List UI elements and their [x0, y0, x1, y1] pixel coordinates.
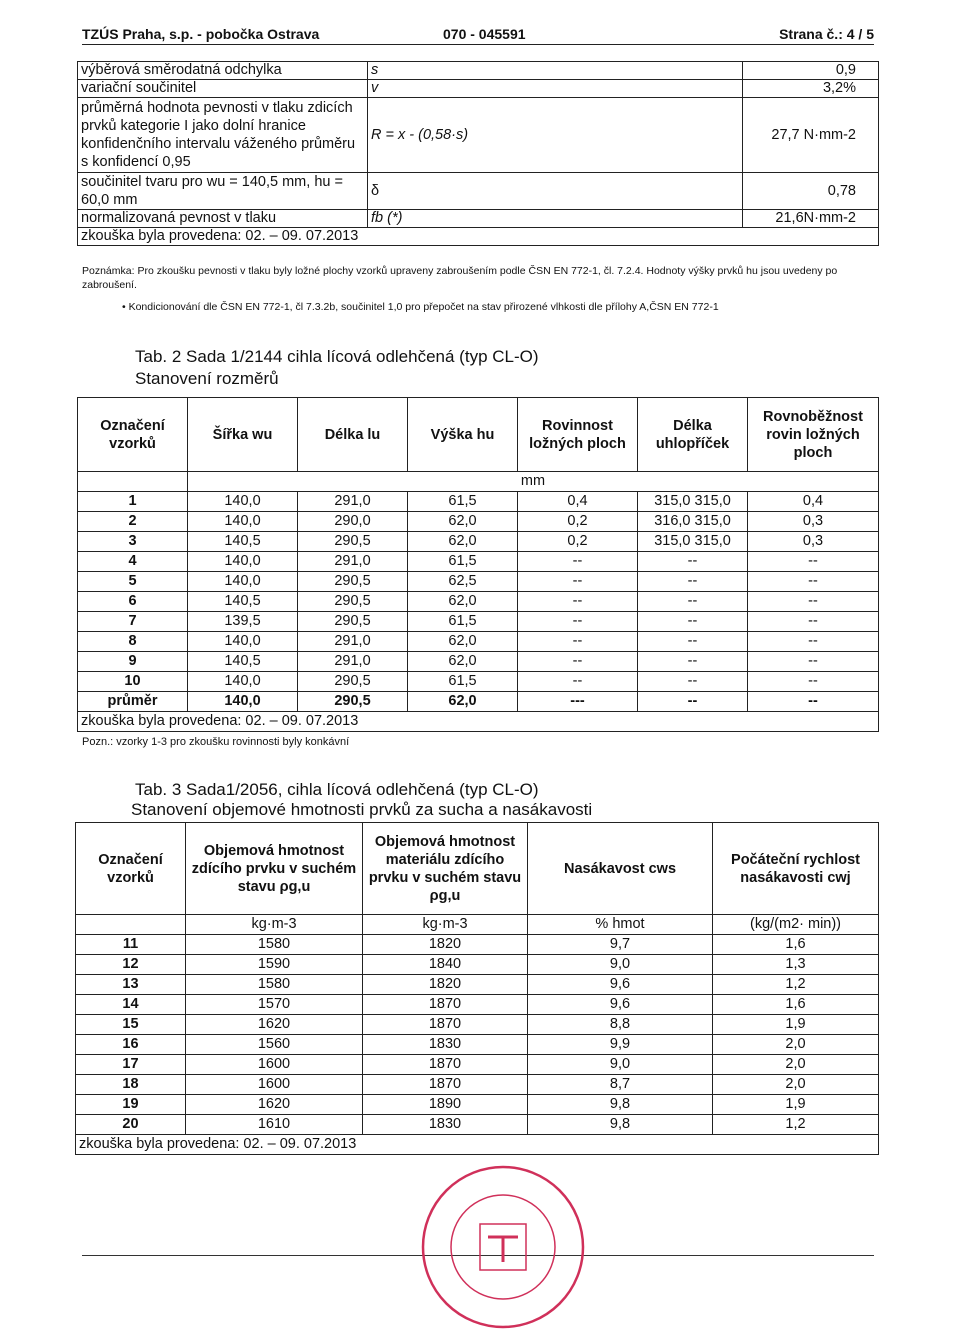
value-cell: 61,5: [408, 672, 518, 692]
value-cell: 1580: [186, 975, 363, 995]
table-footer-row: [78, 228, 879, 246]
table-row: [78, 572, 879, 592]
value-cell: 291,0: [298, 492, 408, 512]
value-cell: 1620: [186, 1095, 363, 1115]
value-cell: 140,0: [188, 552, 298, 572]
value-cell: 290,5: [298, 672, 408, 692]
value-cell: 315,0 315,0: [638, 532, 748, 552]
sample-id-cell: 16: [76, 1035, 186, 1055]
value-cell: 9,0: [528, 1055, 713, 1075]
value-cell: 1590: [186, 955, 363, 975]
table-row: [78, 492, 879, 512]
value-cell: 9,6: [528, 975, 713, 995]
table-header-row: [76, 823, 879, 915]
row-symbol: R = x - (0,58·s): [368, 98, 743, 173]
col-header: Objemová hmotnost materiálu zdícího prvku v suchém stavu ρg,u: [363, 823, 528, 915]
value-cell: 62,0: [408, 512, 518, 532]
row-label: součinitel tvaru pro wu = 140,5 mm, hu = 60,0 mm: [78, 173, 368, 210]
note-conditioning: • Kondicionování dle ČSN EN 772-1, čl 7.3.2b, součinitel 1,0 pro přepočet na stav přirozené vlhkosti dle přílohy A,ČSN EN 772-1: [122, 301, 719, 313]
table-header-row: [78, 398, 879, 472]
sample-id-cell: 6: [78, 592, 188, 612]
sample-id-cell: 1: [78, 492, 188, 512]
value-cell: --: [638, 672, 748, 692]
value-cell: 2,0: [713, 1055, 879, 1075]
value-cell: 1870: [363, 1075, 528, 1095]
row-symbol: v: [368, 80, 743, 98]
unit-label: kg·m-3: [186, 915, 363, 935]
value-cell: 1610: [186, 1115, 363, 1135]
value-cell: --: [638, 612, 748, 632]
table-row: [76, 935, 879, 955]
value-cell: --: [638, 592, 748, 612]
test-date: zkouška byla provedena: 02. – 09. 07.2013: [78, 228, 879, 246]
sample-id-cell: 15: [76, 1015, 186, 1035]
table-row: [78, 532, 879, 552]
value-cell: 8,8: [528, 1015, 713, 1035]
row-label: variační součinitel: [78, 80, 368, 98]
value-cell: --: [638, 632, 748, 652]
value-cell: 0,2: [518, 532, 638, 552]
unit-row: [78, 472, 879, 492]
value-cell: --: [518, 612, 638, 632]
sample-id-cell: průměr: [78, 692, 188, 712]
dimensions-table: [77, 397, 879, 732]
value-cell: 1840: [363, 955, 528, 975]
value-cell: 140,0: [188, 632, 298, 652]
value-cell: 8,7: [528, 1075, 713, 1095]
laboratory-stamp: [418, 1162, 588, 1332]
value-cell: 140,0: [188, 672, 298, 692]
value-cell: 140,0: [188, 572, 298, 592]
value-cell: 290,5: [298, 592, 408, 612]
value-cell: 140,5: [188, 532, 298, 552]
header-protocol-number: 070 - 045591: [443, 26, 526, 42]
table-row: [78, 592, 879, 612]
sample-id-cell: 11: [76, 935, 186, 955]
value-cell: 290,0: [298, 512, 408, 532]
table-row: [78, 552, 879, 572]
value-cell: 290,5: [298, 692, 408, 712]
table-row: [78, 612, 879, 632]
unit-label: % hmot: [528, 915, 713, 935]
value-cell: 61,5: [408, 552, 518, 572]
table-row: [78, 512, 879, 532]
value-cell: --: [748, 672, 879, 692]
table-row: [78, 632, 879, 652]
tab2-note: Pozn.: vzorky 1-3 pro zkoušku rovinnosti byly konkávní: [82, 736, 350, 748]
header-page-number: Strana č.: 4 / 5: [779, 26, 874, 42]
note-grinding: Poznámka: Pro zkoušku pevnosti v tlaku byly ložné plochy vzorků upraveny zabroušením podle ČSN EN 772-1, čl. 7.2.4. Hodnoty výšky prvků hu jsou uvedeny po zabroušení.: [82, 265, 838, 291]
value-cell: 291,0: [298, 632, 408, 652]
table-row: [78, 210, 879, 228]
value-cell: 1820: [363, 935, 528, 955]
sample-id-cell: 13: [76, 975, 186, 995]
value-cell: 1560: [186, 1035, 363, 1055]
table-row: [76, 955, 879, 975]
tab3-subtitle: Stanovení objemové hmotnosti prvků za sucha a nasákavosti: [131, 800, 593, 819]
table-row: [78, 692, 879, 712]
value-cell: 9,7: [528, 935, 713, 955]
sample-id-cell: 2: [78, 512, 188, 532]
value-cell: 140,0: [188, 692, 298, 712]
unit-label: mm: [188, 472, 879, 492]
tab2-subtitle: Stanovení rozměrů: [135, 369, 279, 388]
value-cell: 1570: [186, 995, 363, 1015]
value-cell: 9,6: [528, 995, 713, 1015]
value-cell: --: [638, 572, 748, 592]
test-date: zkouška byla provedena: 02. – 09. 07.2013: [78, 712, 879, 732]
row-value: 27,7 N·mm-2: [743, 98, 879, 173]
value-cell: 62,0: [408, 692, 518, 712]
tab2-title: Tab. 2 Sada 1/2144 cihla lícová odlehčená (typ CL-O): [135, 347, 539, 366]
sample-id-cell: 18: [76, 1075, 186, 1095]
col-header: Výška hu: [408, 398, 518, 472]
sample-id-cell: 4: [78, 552, 188, 572]
value-cell: 291,0: [298, 652, 408, 672]
value-cell: --: [748, 632, 879, 652]
col-header: Počáteční rychlost nasákavosti cwj: [713, 823, 879, 915]
value-cell: ---: [518, 692, 638, 712]
value-cell: 61,5: [408, 492, 518, 512]
value-cell: 1890: [363, 1095, 528, 1115]
sample-id-cell: 19: [76, 1095, 186, 1115]
row-value: 21,6N·mm-2: [743, 210, 879, 228]
value-cell: --: [518, 632, 638, 652]
value-cell: --: [518, 672, 638, 692]
table-row: [76, 975, 879, 995]
value-cell: 62,0: [408, 532, 518, 552]
value-cell: 1,9: [713, 1015, 879, 1035]
table-row: [78, 80, 879, 98]
row-label: průměrná hodnota pevnosti v tlaku zdicích prvků kategorie I jako dolní hranice konfidenčního intervalu váženého průměru s konfidencí 0,95: [78, 98, 368, 173]
header-company: TZÚS Praha, s.p. - pobočka Ostrava: [82, 26, 320, 42]
table-row: [76, 1015, 879, 1035]
value-cell: 290,5: [298, 612, 408, 632]
value-cell: --: [748, 652, 879, 672]
value-cell: 290,5: [298, 532, 408, 552]
value-cell: 290,5: [298, 572, 408, 592]
table-footer-row: [76, 1135, 879, 1155]
value-cell: 139,5: [188, 612, 298, 632]
col-header: Rovinnost ložných ploch: [518, 398, 638, 472]
value-cell: 62,0: [408, 592, 518, 612]
unit-label: kg·m-3: [363, 915, 528, 935]
col-header: Délka lu: [298, 398, 408, 472]
value-cell: 1820: [363, 975, 528, 995]
value-cell: 1,2: [713, 975, 879, 995]
col-header: Délka uhlopříček: [638, 398, 748, 472]
tab3-title: Tab. 3 Sada1/2056, cihla lícová odlehčená (typ CL-O): [135, 780, 539, 799]
value-cell: 9,8: [528, 1095, 713, 1115]
sample-id-cell: 12: [76, 955, 186, 975]
statistics-table: [77, 61, 879, 246]
sample-id-cell: 5: [78, 572, 188, 592]
value-cell: 1870: [363, 1015, 528, 1035]
value-cell: 9,9: [528, 1035, 713, 1055]
row-symbol: fb (*): [368, 210, 743, 228]
test-date: zkouška byla provedena: 02. – 09. 07.2013: [76, 1135, 879, 1155]
value-cell: --: [518, 592, 638, 612]
value-cell: 140,0: [188, 512, 298, 532]
value-cell: 1,2: [713, 1115, 879, 1135]
density-table: [75, 822, 879, 1155]
table-row: [76, 1075, 879, 1095]
value-cell: 1,9: [713, 1095, 879, 1115]
value-cell: 0,3: [748, 512, 879, 532]
row-value: 0,9: [743, 62, 879, 80]
table-row: [78, 672, 879, 692]
value-cell: 62,5: [408, 572, 518, 592]
value-cell: 1580: [186, 935, 363, 955]
sample-id-cell: 20: [76, 1115, 186, 1135]
value-cell: 1,6: [713, 995, 879, 1015]
value-cell: 1830: [363, 1115, 528, 1135]
value-cell: 1600: [186, 1055, 363, 1075]
sample-id-cell: 8: [78, 632, 188, 652]
value-cell: 0,4: [518, 492, 638, 512]
value-cell: 1870: [363, 995, 528, 1015]
table-row: [76, 1115, 879, 1135]
value-cell: --: [638, 552, 748, 572]
row-value: 3,2%: [743, 80, 879, 98]
row-symbol: s: [368, 62, 743, 80]
col-header: Označení vzorků: [78, 398, 188, 472]
value-cell: 2,0: [713, 1035, 879, 1055]
row-symbol: δ: [368, 173, 743, 210]
value-cell: 62,0: [408, 632, 518, 652]
sample-id-cell: 9: [78, 652, 188, 672]
value-cell: --: [748, 612, 879, 632]
table-footer-row: [78, 712, 879, 732]
col-header: Rovnoběžnost rovin ložných ploch: [748, 398, 879, 472]
value-cell: --: [518, 652, 638, 672]
value-cell: --: [638, 652, 748, 672]
value-cell: 140,0: [188, 492, 298, 512]
col-header: Objemová hmotnost zdícího prvku v suchém stavu ρg,u: [186, 823, 363, 915]
value-cell: --: [748, 692, 879, 712]
value-cell: 2,0: [713, 1075, 879, 1095]
value-cell: 140,5: [188, 592, 298, 612]
value-cell: 0,4: [748, 492, 879, 512]
col-header: Označení vzorků: [76, 823, 186, 915]
row-label: výběrová směrodatná odchylka: [78, 62, 368, 80]
value-cell: 315,0 315,0: [638, 492, 748, 512]
col-header: Šířka wu: [188, 398, 298, 472]
value-cell: 291,0: [298, 552, 408, 572]
value-cell: 9,0: [528, 955, 713, 975]
value-cell: 1620: [186, 1015, 363, 1035]
table-row: [76, 1055, 879, 1075]
table-row: [76, 1095, 879, 1115]
unit-label: (kg/(m2· min)): [713, 915, 879, 935]
table-row: [76, 995, 879, 1015]
value-cell: 9,8: [528, 1115, 713, 1135]
value-cell: 61,5: [408, 612, 518, 632]
value-cell: --: [748, 552, 879, 572]
row-label: normalizovaná pevnost v tlaku: [78, 210, 368, 228]
value-cell: --: [748, 572, 879, 592]
value-cell: 1870: [363, 1055, 528, 1075]
sample-id-cell: 14: [76, 995, 186, 1015]
table-row: [78, 652, 879, 672]
row-value: 0,78: [743, 173, 879, 210]
sample-id-cell: 3: [78, 532, 188, 552]
value-cell: --: [638, 692, 748, 712]
value-cell: 0,3: [748, 532, 879, 552]
value-cell: 140,5: [188, 652, 298, 672]
value-cell: 1,6: [713, 935, 879, 955]
sample-id-cell: 10: [78, 672, 188, 692]
value-cell: 1830: [363, 1035, 528, 1055]
sample-id-cell: 17: [76, 1055, 186, 1075]
value-cell: 316,0 315,0: [638, 512, 748, 532]
value-cell: --: [518, 552, 638, 572]
value-cell: 1,3: [713, 955, 879, 975]
sample-id-cell: 7: [78, 612, 188, 632]
table-row: [76, 1035, 879, 1055]
value-cell: 0,2: [518, 512, 638, 532]
page-header: [82, 26, 874, 45]
table-row: [78, 173, 879, 210]
value-cell: --: [518, 572, 638, 592]
table-row: [78, 98, 879, 173]
value-cell: 1600: [186, 1075, 363, 1095]
col-header: Nasákavost cws: [528, 823, 713, 915]
unit-row: [76, 915, 879, 935]
table-row: [78, 62, 879, 80]
value-cell: --: [748, 592, 879, 612]
value-cell: 62,0: [408, 652, 518, 672]
